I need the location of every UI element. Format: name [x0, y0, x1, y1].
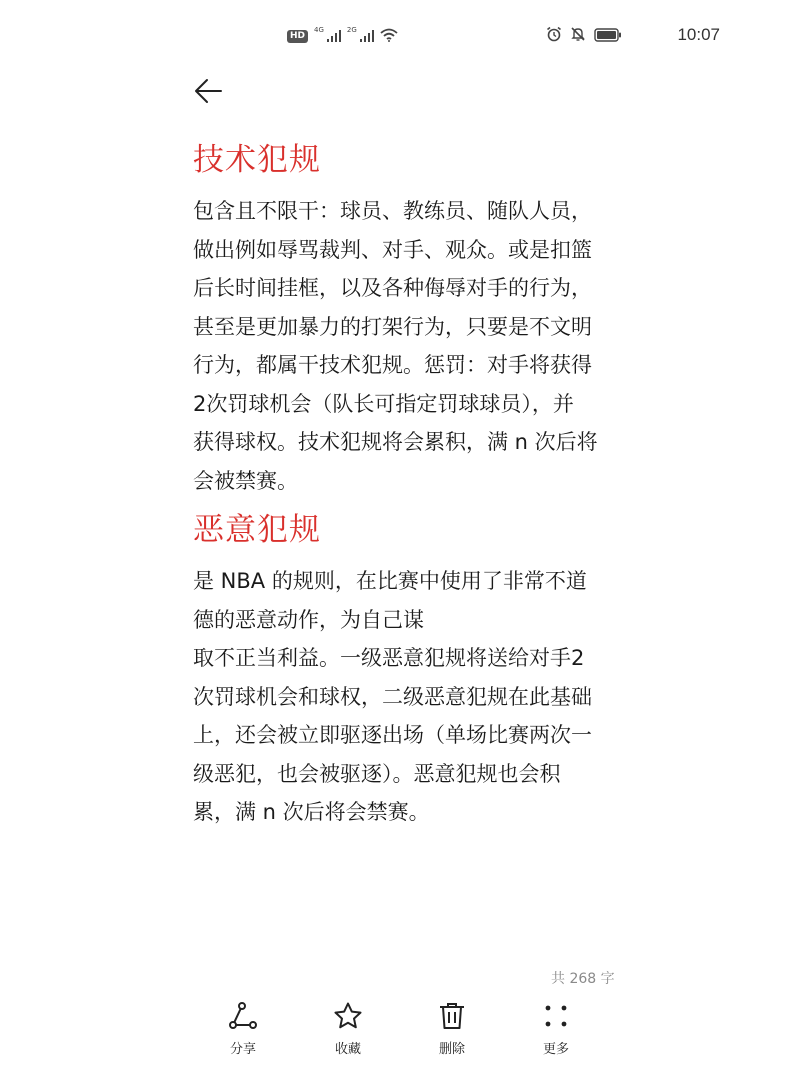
trash-icon [436, 1000, 468, 1032]
section-title: 恶意犯规 [193, 512, 321, 548]
network-label-2: 2G [346, 26, 357, 34]
body-line: 获得球权。技术犯规将会累积，满 n 次后将 [193, 430, 598, 454]
body-line: 2次罚球机会（队长可指定罚球球员），并 [193, 391, 574, 416]
back-button[interactable] [190, 75, 226, 111]
signal-icon-2 [360, 27, 374, 46]
body-line: 上，还会被立即驱逐出场（单场比赛两次一 [193, 723, 592, 747]
body-line: 甚至是更加暴力的打架行为，只要是不文明 [193, 314, 592, 339]
more-label: 更多 [542, 1042, 569, 1057]
body-line: 行为，都属干技术犯规。惩罚：对手将获得 [193, 353, 592, 377]
mute-bell-icon [570, 26, 586, 46]
body-line: 包含且不限干：球员、教练员、随队人员， [193, 199, 592, 223]
body-line: 是 NBA 的规则，在比赛中使用了非常不道 [193, 569, 587, 593]
bottom-toolbar [0, 1000, 800, 1067]
body-line: 级恶犯，也会被驱逐）。恶意犯规也会积 [193, 761, 561, 786]
share-icon [227, 1000, 259, 1032]
section-technical-foul [193, 138, 613, 500]
network-label-1: 4G [314, 26, 324, 34]
body-line: 做出例如辱骂裁判、对手、观众。或是扣篮 [193, 237, 592, 262]
share-button[interactable] [208, 1000, 278, 1060]
star-icon [332, 1000, 364, 1032]
wifi-icon [380, 27, 398, 46]
more-button[interactable] [521, 1000, 591, 1060]
status-left [287, 22, 398, 50]
status-bar [0, 22, 800, 50]
section-body [193, 562, 613, 832]
hd-badge: HD [287, 30, 308, 43]
delete-label: 删除 [438, 1042, 465, 1057]
delete-button[interactable] [417, 1000, 487, 1060]
battery-icon [594, 27, 622, 46]
more-dots-icon [540, 1000, 572, 1032]
share-label: 分享 [229, 1042, 256, 1057]
back-arrow-icon [193, 78, 223, 108]
body-line: 德的恶意动作，为自己谋 [193, 607, 424, 632]
body-line: 后长时间挂框，以及各种侮辱对手的行为， [193, 276, 592, 300]
favorite-button[interactable] [313, 1000, 383, 1060]
signal-icon [327, 27, 341, 46]
status-right [546, 22, 720, 50]
section-flagrant-foul [193, 508, 613, 832]
char-count: 共 268 字 [551, 971, 615, 987]
favorite-label: 收藏 [334, 1042, 361, 1057]
section-body [193, 192, 613, 500]
body-line: 取不正当利益。一级恶意犯规将送给对手2 [193, 646, 585, 670]
body-line: 次罚球机会和球权，二级恶意犯规在此基础 [193, 684, 592, 709]
clock: 10:07 [677, 25, 720, 44]
body-line: 累，满 n 次后将会禁赛。 [193, 800, 430, 824]
body-line: 会被禁赛。 [193, 468, 298, 493]
note-content[interactable] [193, 138, 613, 832]
alarm-icon [546, 26, 562, 46]
section-title: 技术犯规 [193, 142, 321, 178]
